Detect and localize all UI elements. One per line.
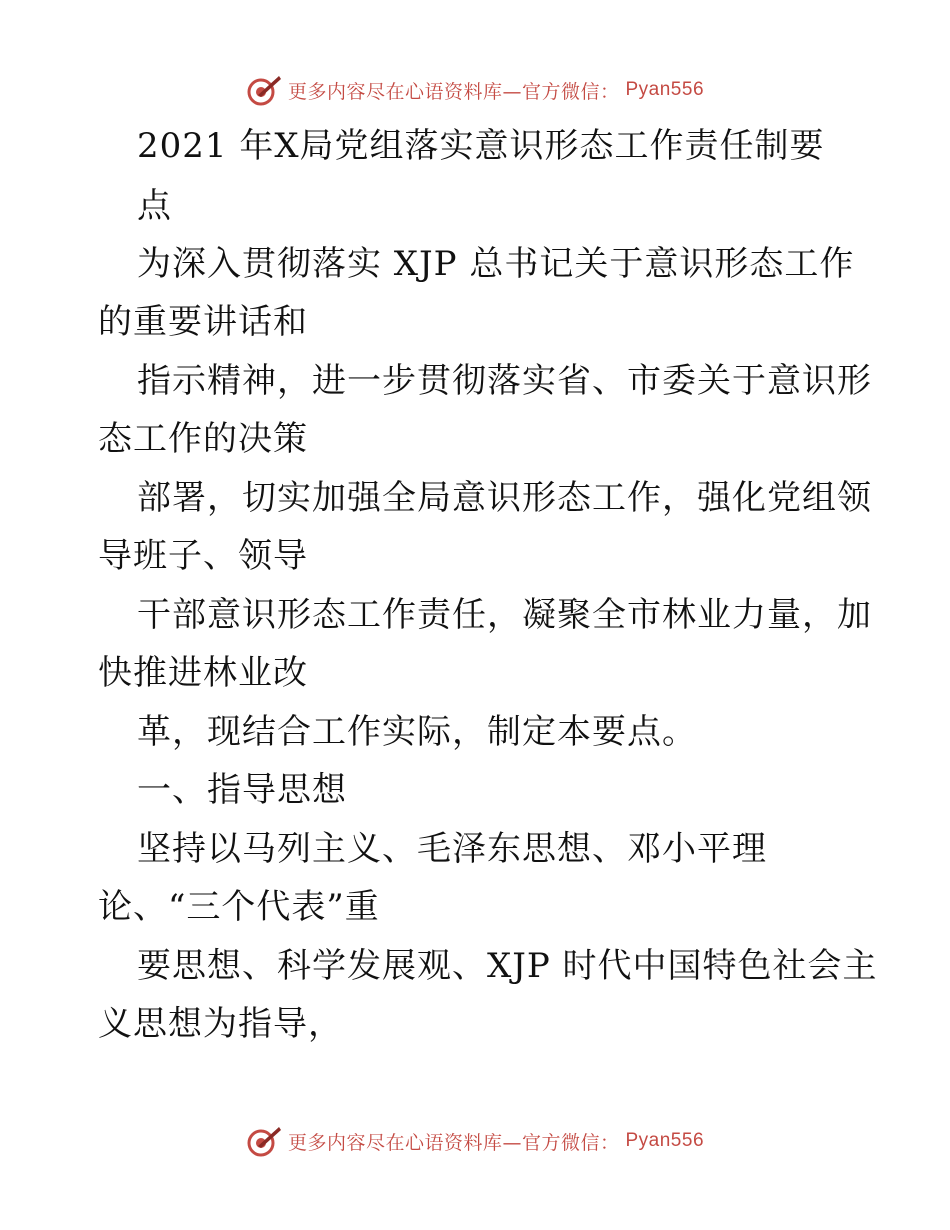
paragraph-line: 义思想为指导，: [98, 1004, 343, 1044]
paragraph-line: 的重要讲话和: [98, 302, 308, 342]
paragraph-line: 要思想、科学发展观、XJP 时代中国特色社会主: [137, 946, 878, 986]
watermark-text: 更多内容尽在心语资料库—官方微信：: [287, 80, 620, 103]
paragraph-line: 指示精神，进一步贯彻落实省、市委关于意识形: [137, 361, 872, 401]
document-title-line-2: 点: [137, 186, 172, 226]
paragraph-line: 为深入贯彻落实 XJP 总书记关于意识形态工作: [137, 244, 855, 284]
paragraph-line: 论、“三个代表”重: [98, 887, 380, 927]
section-heading: 一、指导思想: [137, 770, 347, 810]
paragraph-line: 态工作的决策: [98, 419, 308, 459]
quill-pen-logo-icon: [246, 1124, 282, 1158]
paragraph-line: 导班子、领导: [98, 536, 308, 576]
document-title-line-1: 2021 年X局党组落实意识形态工作责任制要: [137, 126, 825, 166]
paragraph-line: 部署，切实加强全局意识形态工作，强化党组领: [137, 478, 872, 518]
watermark-wechat-id: Pyan556: [625, 79, 705, 100]
paragraph-line: 干部意识形态工作责任，凝聚全市林业力量，加: [137, 595, 872, 635]
watermark-wechat-id: Pyan556: [625, 1130, 705, 1151]
paragraph-line: 坚持以马列主义、毛泽东思想、邓小平理: [137, 829, 767, 869]
footer-watermark: [0, 1121, 950, 1161]
watermark-text: 更多内容尽在心语资料库—官方微信：: [287, 1131, 620, 1154]
paragraph-line: 革，现结合工作实际，制定本要点。: [137, 712, 697, 752]
paragraph-line: 快推进林业改: [98, 653, 308, 693]
